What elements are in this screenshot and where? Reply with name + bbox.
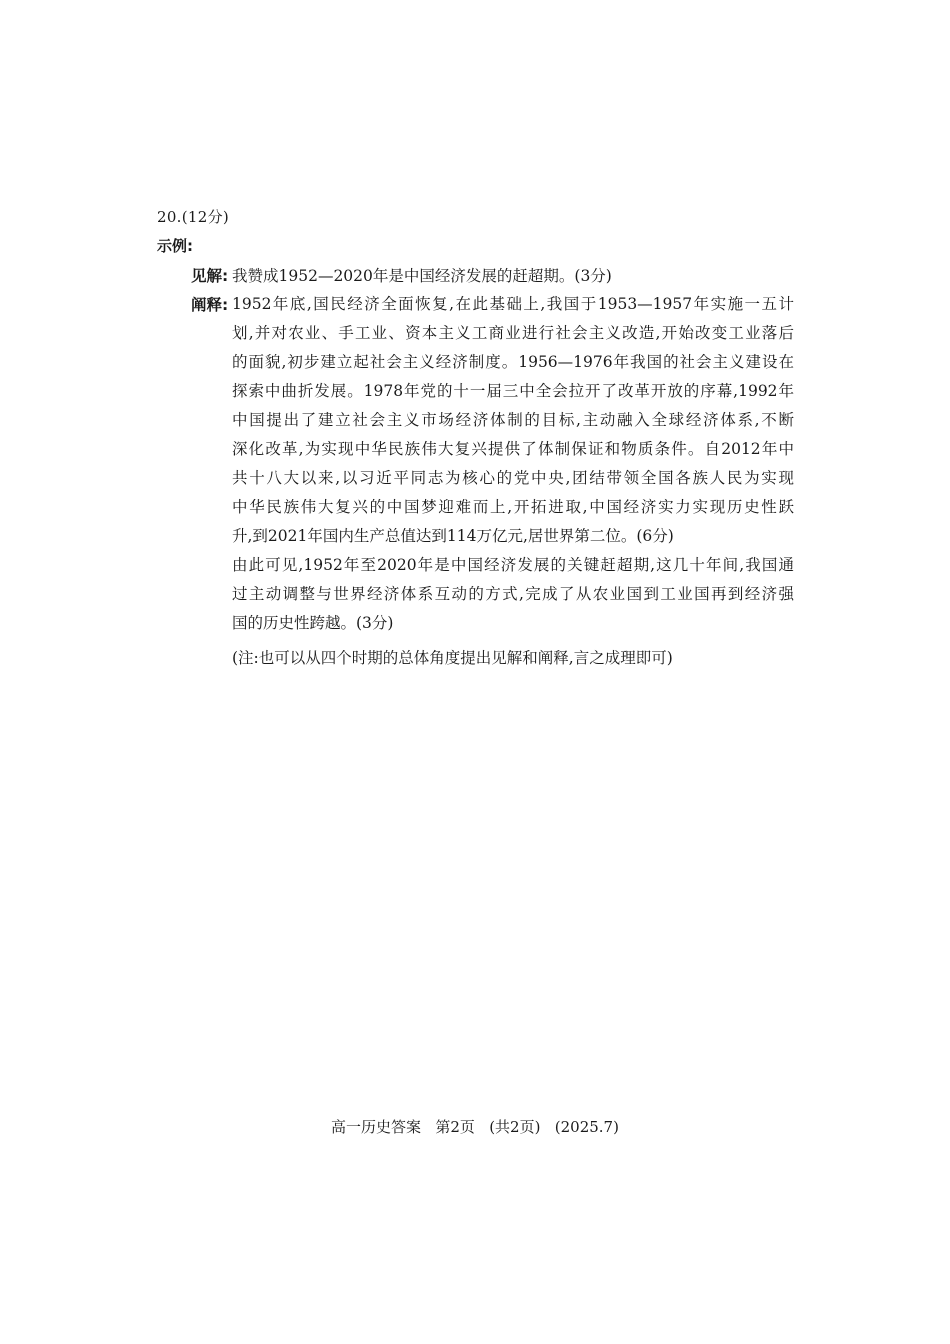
conclusion-paragraph	[232, 551, 794, 638]
explanation-label-row	[191, 295, 232, 315]
note-paragraph	[232, 644, 794, 673]
footer-date: (2025.7)	[554, 1118, 619, 1136]
page-footer	[0, 1117, 950, 1137]
question-heading: 20.(12分)	[157, 208, 230, 226]
explanation-line: 升,到2021年国内生产总值达到114万亿元,居世界第二位。(6分)	[232, 527, 674, 545]
explanation-line: 1952年底,国民经济全面恢复,在此基础上,我国于1953—1957年实施一五计	[232, 295, 794, 313]
conclusion-line: 由此可见,1952年至2020年是中国经济发展的关键赶超期,这几十年间,我国通	[232, 556, 794, 574]
conclusion-line: 国的历史性跨越。(3分)	[232, 614, 394, 632]
footer-total-pages: (共2页)	[489, 1118, 541, 1136]
conclusion-line: 过主动调整与世界经济体系互动的方式,完成了从农业国到工业国再到经济强	[232, 585, 794, 603]
explanation-line: 深化改革,为实现中华民族伟大复兴提供了体制保证和物质条件。自2012年中	[232, 440, 794, 458]
explanation-label: 阐释:	[191, 296, 229, 314]
viewpoint-label: 见解:	[191, 267, 229, 285]
explanation-line: 共十八大以来,以习近平同志为核心的党中央,团结带领全国各族人民为实现	[232, 469, 794, 487]
explanation-line: 划,并对农业、手工业、资本主义工商业进行社会主义改造,开始改变工业落后	[232, 324, 794, 342]
explanation-line: 探索中曲折发展。1978年党的十一届三中全会拉开了改革开放的序幕,1992年	[232, 382, 794, 400]
note-text: (注:也可以从四个时期的总体角度提出见解和阐释,言之成理即可)	[232, 649, 673, 667]
footer-page-number: 第2页	[435, 1118, 475, 1136]
explanation-line: 中华民族伟大复兴的中国梦迎难而上,开拓进取,中国经济实力实现历史性跃	[232, 498, 794, 516]
viewpoint-text: 我赞成1952—2020年是中国经济发展的赶超期。(3分)	[232, 267, 612, 285]
viewpoint-row	[191, 266, 612, 286]
explanation-line: 的面貌,初步建立起社会主义经济制度。1956—1976年我国的社会主义建设在	[232, 353, 794, 371]
example-label: 示例:	[157, 237, 193, 255]
footer-subject: 高一历史答案	[331, 1118, 422, 1136]
explanation-paragraph	[232, 290, 794, 551]
explanation-line: 中国提出了建立社会主义市场经济体制的目标,主动融入全球经济体系,不断	[232, 411, 794, 429]
